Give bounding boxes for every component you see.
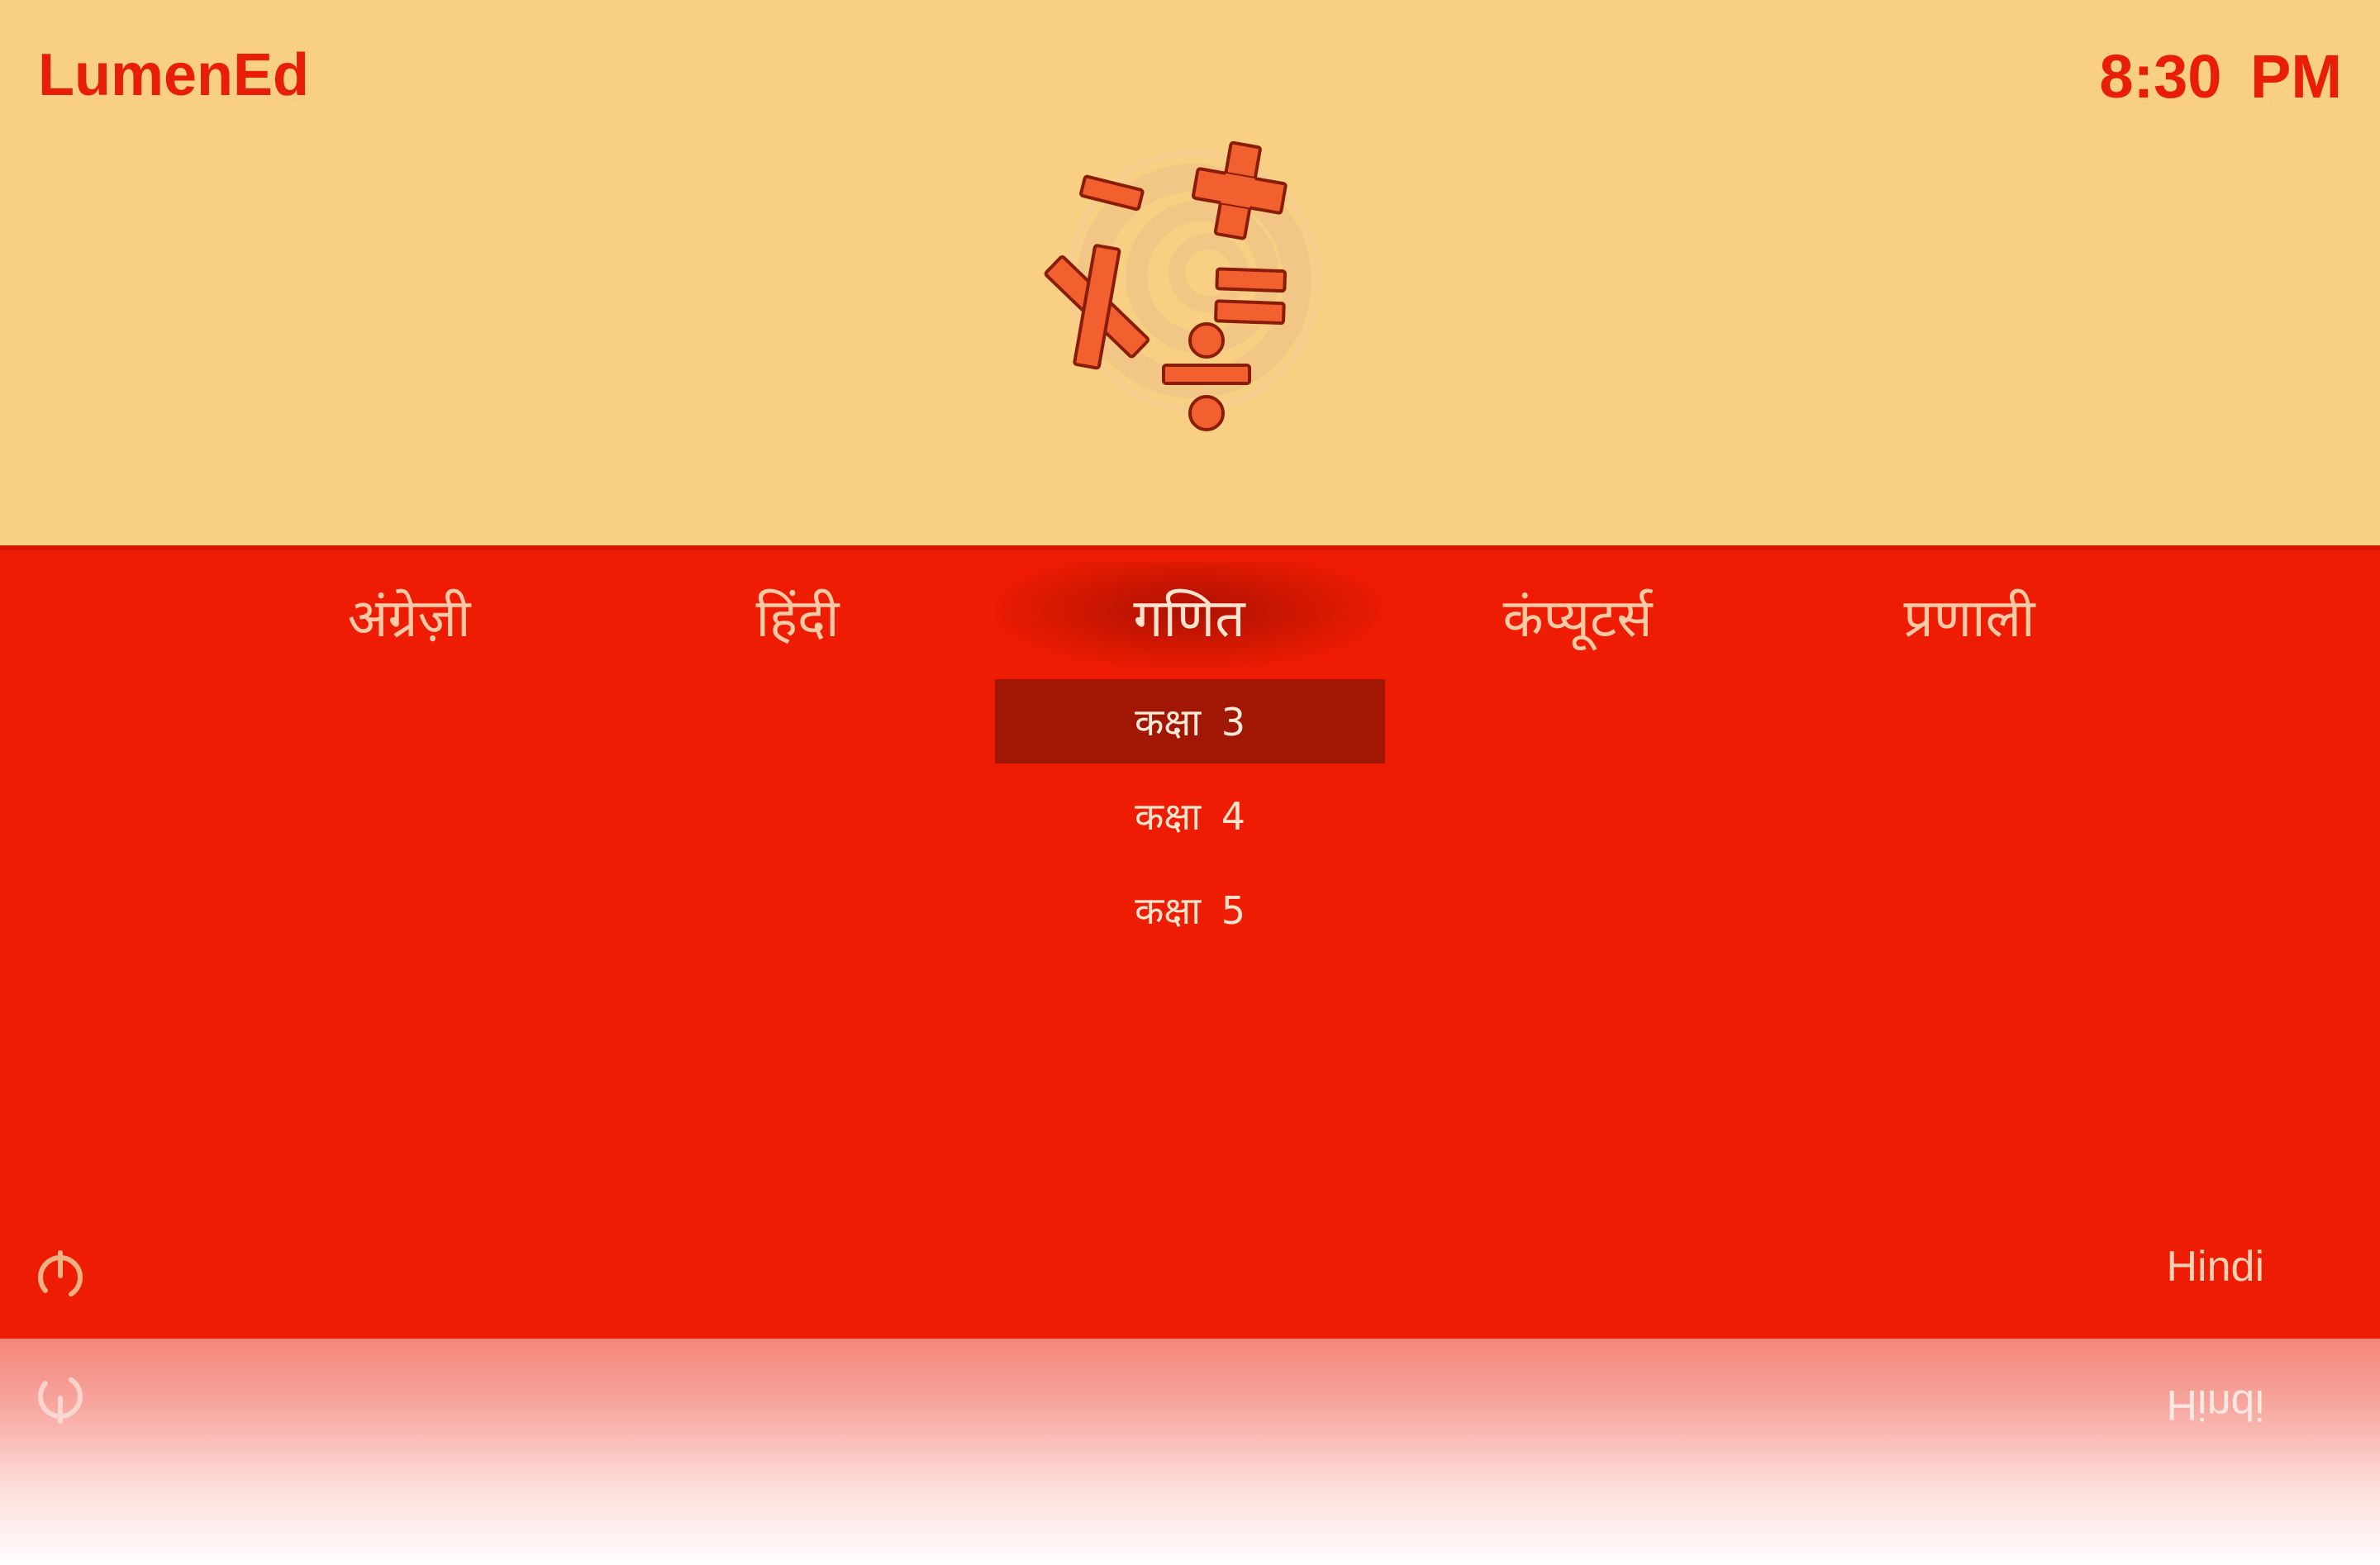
class-item-5[interactable]: कक्षा 5: [1134, 888, 1246, 933]
language-selector[interactable]: Hindi: [2166, 1243, 2264, 1291]
tab-computers[interactable]: कंप्यूटर्स: [1502, 587, 1653, 649]
tab-mathematics[interactable]: गणित: [995, 562, 1383, 669]
power-icon[interactable]: [33, 1248, 88, 1302]
power-icon-reflection: [33, 1372, 88, 1426]
tab-english[interactable]: अंग्रेज़ी: [347, 587, 471, 649]
language-reflection: Hindi: [2166, 1381, 2264, 1429]
math-symbols-icon: [1033, 132, 1347, 446]
brand-logo-text: LumenEd: [38, 42, 310, 108]
clock: 8:30 PM: [2099, 42, 2342, 111]
class-item-4[interactable]: कक्षा 4: [1134, 794, 1246, 839]
class-item-3[interactable]: कक्षा 3: [995, 679, 1385, 763]
class-list: [995, 679, 1385, 962]
header: [0, 0, 2380, 545]
main-panel: [0, 545, 2380, 1339]
tab-hindi[interactable]: हिंदी: [755, 587, 840, 649]
reflection: [0, 1339, 2380, 1565]
tab-system[interactable]: प्रणाली: [1903, 587, 2035, 649]
subject-tabs: [0, 545, 2380, 669]
